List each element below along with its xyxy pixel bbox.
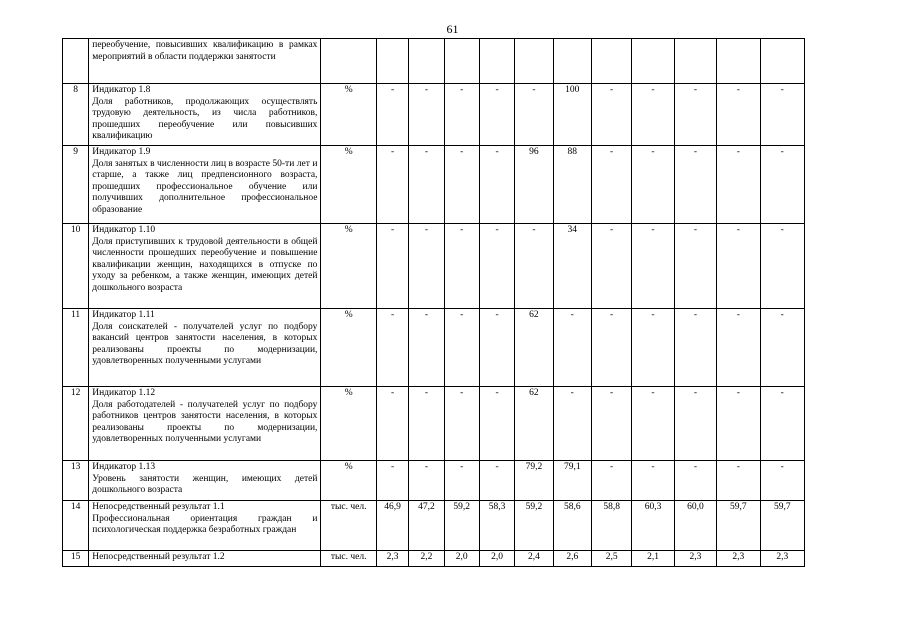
value-cell: 59,7 [760,501,805,551]
indicator-description: Доля занятых в численности лиц в возрасте 50-ти лет и старше, а также лиц предпенсионного возраста, прошедших профессиональное обучение или получивших дополнительное профессиональное образование [92,158,318,215]
value-cell: 62 [515,387,553,461]
value-cell: - [376,84,408,146]
value-cell: 79,1 [553,461,591,501]
row-number: 8 [63,84,89,146]
value-cell: - [760,84,805,146]
value-cell [376,39,408,84]
table-row [63,309,805,387]
value-cell: - [674,84,716,146]
value-cell: - [376,224,408,309]
value-cell: - [674,461,716,501]
row-number: 9 [63,146,89,224]
table-row [63,501,805,551]
indicator-title: Индикатор 1.10 [92,225,156,235]
value-cell: 58,3 [479,501,514,551]
value-cell: 2,5 [591,551,631,567]
value-cell: - [479,387,514,461]
indicator-description-cell [89,501,321,551]
row-number: 10 [63,224,89,309]
value-cell: 2,0 [479,551,514,567]
value-cell [515,39,553,84]
table-row [63,146,805,224]
table-row [63,84,805,146]
table-row [63,224,805,309]
value-cell [632,39,674,84]
value-cell: 60,3 [632,501,674,551]
indicator-description-cell [89,309,321,387]
unit-cell: % [321,224,377,309]
unit-cell: % [321,387,377,461]
table-row [63,387,805,461]
value-cell: - [760,461,805,501]
value-cell: - [717,84,760,146]
value-cell: - [409,224,444,309]
value-cell: - [674,146,716,224]
value-cell [591,39,631,84]
value-cell [553,39,591,84]
indicator-title: Индикатор 1.11 [92,310,155,320]
value-cell: - [591,84,631,146]
page-number: 61 [446,22,459,36]
value-cell: - [409,461,444,501]
value-cell: - [553,387,591,461]
indicator-description-cell [89,84,321,146]
indicator-description: переобучение, повысивших квалификацию в рамках мероприятий в области поддержки занятости [92,40,318,62]
value-cell: - [444,146,479,224]
indicator-description-cell [89,551,321,567]
unit-cell: % [321,309,377,387]
row-number: 15 [63,551,89,567]
value-cell: 58,8 [591,501,631,551]
value-cell: - [515,224,553,309]
indicator-description: Доля соискателей - получателей услуг по подбору вакансий центров занятости населения, в которых реализованы проекты по модернизации, удовлетворенных полученными услугами [92,321,318,367]
value-cell: - [444,224,479,309]
unit-cell: % [321,461,377,501]
value-cell: 34 [553,224,591,309]
value-cell: - [717,309,760,387]
row-number [63,39,89,84]
value-cell: 2,2 [409,551,444,567]
value-cell: - [376,461,408,501]
indicator-title: Индикатор 1.12 [92,388,156,398]
unit-cell: тыс. чел. [321,501,377,551]
value-cell: - [632,84,674,146]
value-cell: 59,7 [717,501,760,551]
value-cell [444,39,479,84]
value-cell: - [632,146,674,224]
value-cell: - [674,387,716,461]
value-cell: 96 [515,146,553,224]
value-cell: - [760,146,805,224]
value-cell: - [760,309,805,387]
value-cell: - [444,387,479,461]
indicator-description: Профессиональная ориентация граждан и психологическая поддержка безработных граждан [92,513,318,536]
value-cell: - [717,146,760,224]
indicator-title: Индикатор 1.13 [92,462,156,472]
value-cell: - [479,224,514,309]
value-cell: - [444,309,479,387]
value-cell: - [717,461,760,501]
value-cell: - [376,387,408,461]
value-cell: - [717,387,760,461]
indicator-description: Доля приступивших к трудовой деятельности в общей численности прошедших переобучение и повышение квалификации женщин, находящихся в отпуске по уходу за ребенком, а также женщин, имеющих детей дошкольного возраста [92,236,318,293]
table-row [63,551,805,567]
value-cell: - [591,461,631,501]
value-cell: - [444,84,479,146]
indicator-description: Уровень занятости женщин, имеющих детей дошкольного возраста [92,473,318,496]
indicator-title: Индикатор 1.8 [92,85,151,95]
value-cell: - [553,309,591,387]
value-cell: - [409,309,444,387]
value-cell: - [760,387,805,461]
row-number: 13 [63,461,89,501]
value-cell: - [515,84,553,146]
value-cell: - [632,461,674,501]
row-number: 12 [63,387,89,461]
value-cell: - [479,146,514,224]
value-cell: - [674,224,716,309]
table-row [63,39,805,84]
value-cell: 46,9 [376,501,408,551]
value-cell: 2,6 [553,551,591,567]
value-cell [409,39,444,84]
value-cell: - [409,387,444,461]
value-cell: 62 [515,309,553,387]
value-cell: - [591,309,631,387]
value-cell: - [479,309,514,387]
value-cell: - [591,387,631,461]
value-cell: - [632,387,674,461]
unit-cell: % [321,146,377,224]
value-cell: - [479,461,514,501]
indicator-title: Непосредственный результат 1.2 [92,552,225,562]
value-cell: 2,3 [760,551,805,567]
unit-cell: % [321,84,377,146]
indicator-description: Доля работников, продолжающих осуществлять трудовую деятельность, из числа работников, прошедших переобучение или повысивших квалификацию [92,96,318,142]
value-cell: 2,1 [632,551,674,567]
value-cell [674,39,716,84]
value-cell: 58,6 [553,501,591,551]
value-cell: - [409,84,444,146]
value-cell: - [760,224,805,309]
value-cell: - [376,146,408,224]
indicator-title: Непосредственный результат 1.1 [92,502,225,512]
value-cell: 2,3 [717,551,760,567]
value-cell: 2,3 [376,551,408,567]
value-cell [760,39,805,84]
table-row [63,461,805,501]
row-number: 11 [63,309,89,387]
value-cell: 60,0 [674,501,716,551]
value-cell: 79,2 [515,461,553,501]
value-cell: 2,3 [674,551,716,567]
value-cell: 88 [553,146,591,224]
value-cell: - [717,224,760,309]
value-cell: - [409,146,444,224]
unit-cell [321,39,377,84]
value-cell: - [376,309,408,387]
value-cell: - [632,224,674,309]
value-cell [479,39,514,84]
value-cell: - [444,461,479,501]
value-cell: 2,0 [444,551,479,567]
value-cell: 59,2 [444,501,479,551]
indicators-table [62,38,805,567]
indicator-description: Доля работодателей - получателей услуг по подбору работников центров занятости населения, в которых реализованы проекты по модернизации, удовлетворенных полученными услугами [92,399,318,445]
value-cell [717,39,760,84]
value-cell: 2,4 [515,551,553,567]
indicator-description-cell [89,39,321,84]
row-number: 14 [63,501,89,551]
indicator-description-cell [89,146,321,224]
unit-cell: тыс. чел. [321,551,377,567]
value-cell: 59,2 [515,501,553,551]
value-cell: 100 [553,84,591,146]
indicator-title: Индикатор 1.9 [92,147,151,157]
indicator-description-cell [89,461,321,501]
value-cell: - [632,309,674,387]
value-cell: 47,2 [409,501,444,551]
value-cell: - [591,146,631,224]
value-cell: - [591,224,631,309]
value-cell: - [674,309,716,387]
value-cell: - [479,84,514,146]
indicator-description-cell [89,224,321,309]
indicator-description-cell [89,387,321,461]
